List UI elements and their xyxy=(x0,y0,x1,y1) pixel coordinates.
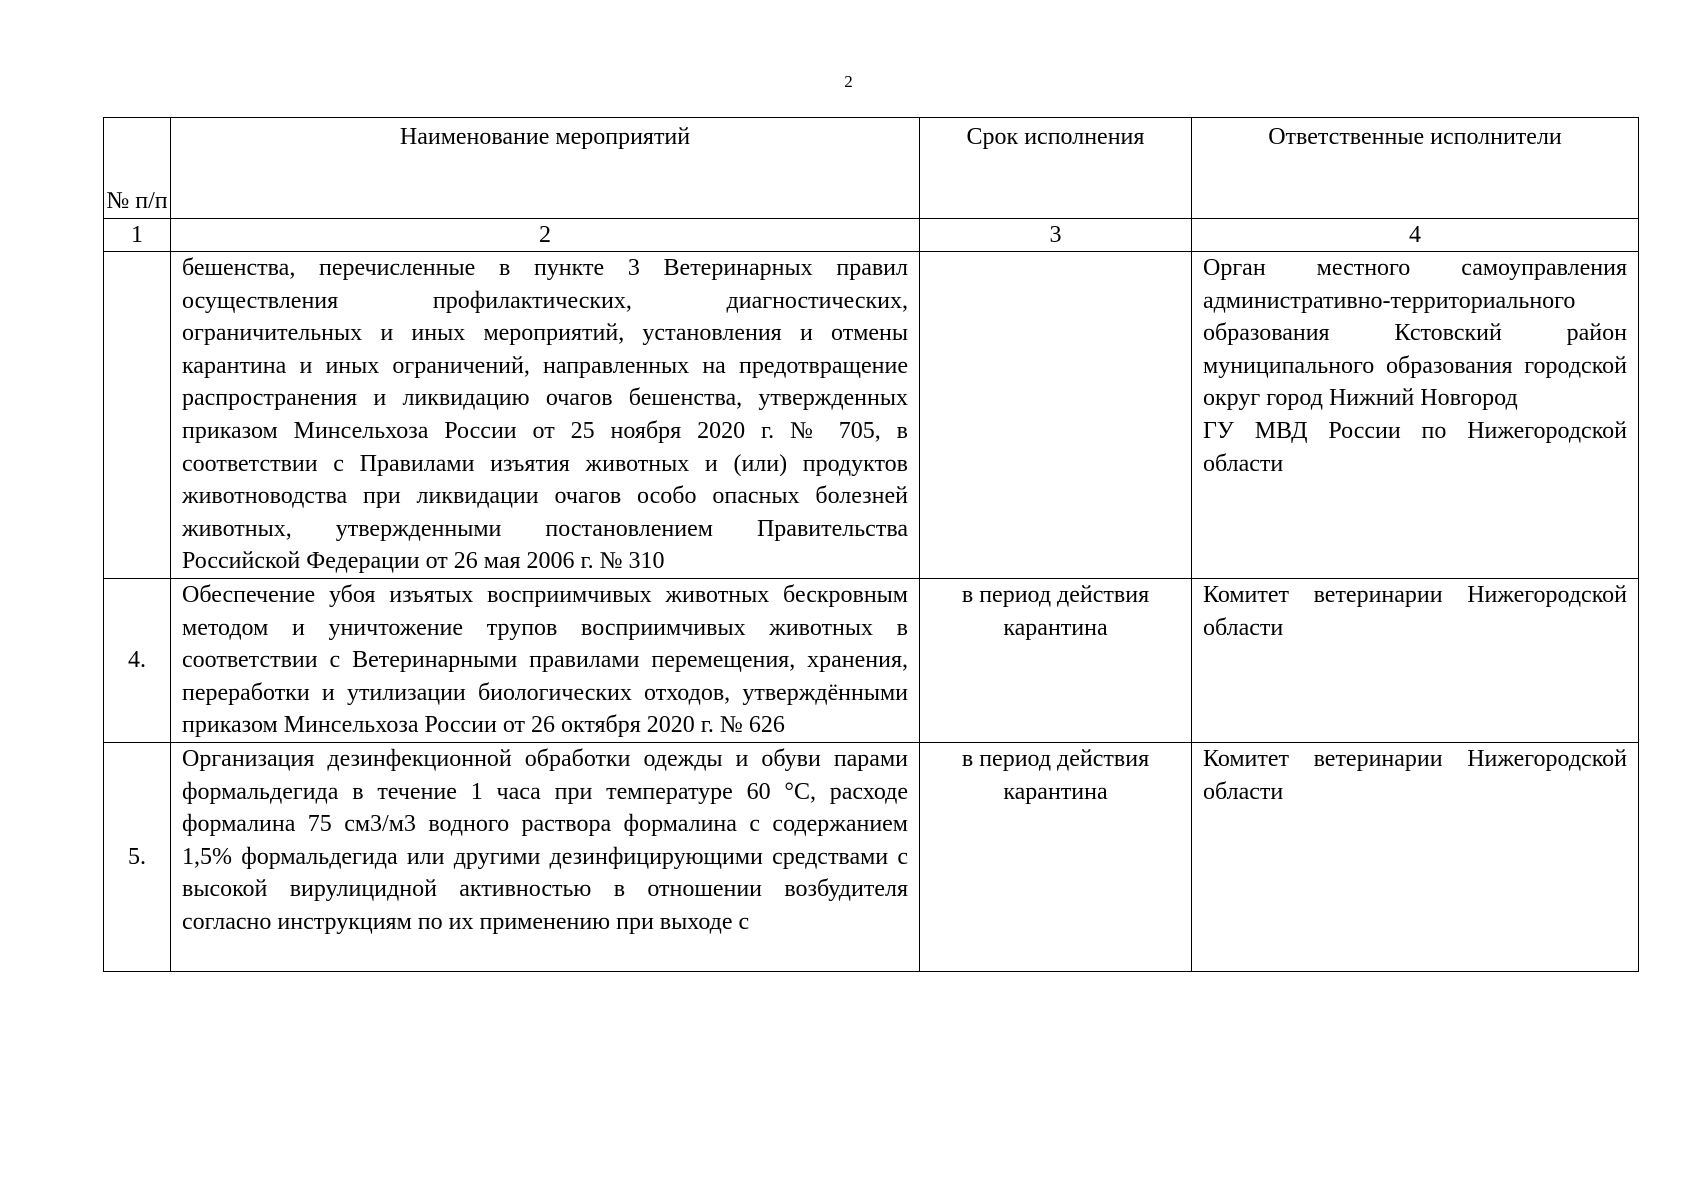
table-row xyxy=(104,742,1639,971)
table-row xyxy=(104,252,1639,579)
responsible-party: Комитет ветеринарии Нижегородской области xyxy=(1203,581,1627,641)
responsible-party: Комитет ветеринарии Нижегородской области xyxy=(1203,745,1627,805)
responsible-party: Орган местного самоуправления административно-территориального образования Кстовский район муниципального образования городской округ город Нижний Новгород xyxy=(1203,255,1627,412)
column-index-row xyxy=(104,219,1639,252)
header-deadline: Срок исполнения xyxy=(920,118,1192,219)
row-number: 4. xyxy=(104,578,171,742)
measure-deadline xyxy=(920,252,1192,579)
row-number xyxy=(104,252,171,579)
header-number: № п/п xyxy=(104,118,171,219)
page-number: 2 xyxy=(844,72,853,91)
header-name: Наименование мероприятий xyxy=(171,118,920,219)
measure-responsible xyxy=(1192,578,1639,742)
measure-deadline: в период действия карантина xyxy=(920,578,1192,742)
table-row xyxy=(104,578,1639,742)
measure-deadline: в период действия карантина xyxy=(920,742,1192,971)
column-index: 2 xyxy=(171,219,920,252)
measure-name-text: Организация дезинфекционной обработки одежды и обуви парами формальдегида в течение 1 часа при температуре 60 °С, расходе формалина 75 см3/м3 водного раствора формалина с содержанием 1,5% формальдегида или другими дезинфицирующими средствами с высокой вирулицидной активностью в отношении возбудителя согласно инструкциям по их применению при выходе с xyxy=(182,745,908,935)
responsible-party: ГУ МВД России по Нижегородской области xyxy=(1203,417,1627,477)
table-header-row xyxy=(104,118,1639,219)
measure-name: бешенства, перечисленные в пункте 3 Ветеринарных правил осуществления профилактических, диагностических, ограничительных и иных мероприятий, установления и отмены карантина и иных ограничений, направленных на предотвращение распространения и ликвидацию очагов бешенства, утвержденных приказом Минсельхоза России от 25 ноября 2020 г. № 705, в соответствии с Правилами изъятия животных и (или) продуктов животноводства при ликвидации очагов особо опасных болезней животных, утвержденными постановлением Правительства Российской Федерации от 26 мая 2006 г. № 310 xyxy=(171,252,920,579)
measure-name xyxy=(171,742,920,971)
measure-responsible xyxy=(1192,742,1639,971)
measures-table xyxy=(103,117,1639,972)
row-number: 5. xyxy=(104,742,171,971)
measure-responsible xyxy=(1192,252,1639,579)
column-index: 3 xyxy=(920,219,1192,252)
measure-name: Обеспечение убоя изъятых восприимчивых животных бескровным методом и уничтожение трупов восприимчивых животных в соответствии с Ветеринарными правилами перемещения, хранения, переработки и утилизации биологических отходов, утверждёнными приказом Минсельхоза России от 26 октября 2020 г. № 626 xyxy=(171,578,920,742)
column-index: 1 xyxy=(104,219,171,252)
column-index: 4 xyxy=(1192,219,1639,252)
header-responsible: Ответственные исполнители xyxy=(1192,118,1639,219)
